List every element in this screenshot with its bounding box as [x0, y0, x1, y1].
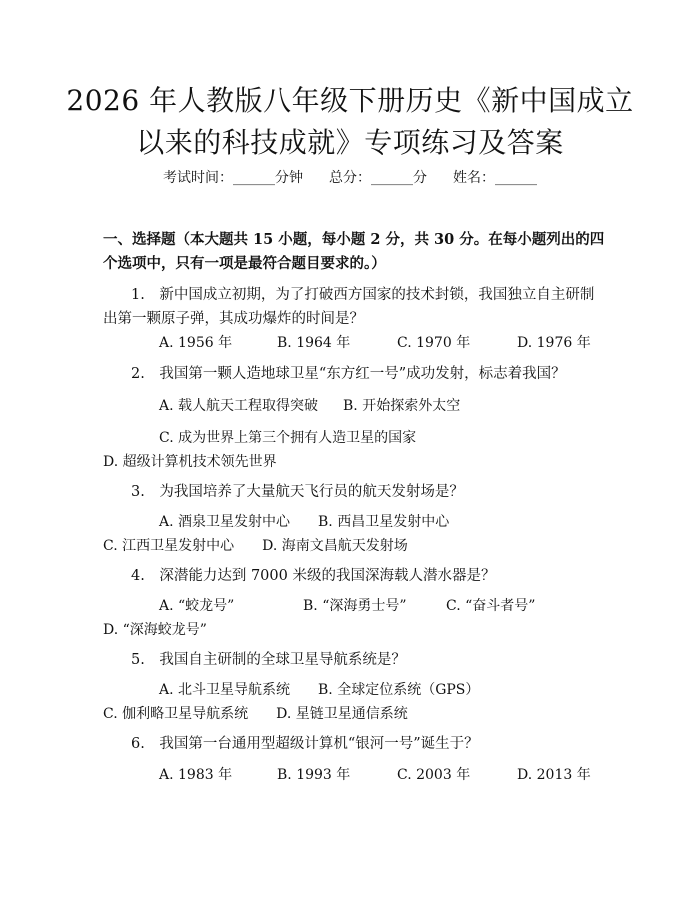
question-2-options-row-1	[103, 394, 608, 418]
page-title	[40, 80, 660, 164]
question-stem: 2. 我国第一颗人造地球卫星“东方红一号”成功发射，标志着我国？	[131, 366, 566, 382]
option-d: D. “深海蛟龙号”	[103, 622, 207, 638]
option-a: A. 1956 年	[159, 335, 233, 351]
question-1	[103, 283, 608, 331]
exam-meta	[0, 168, 700, 188]
total-score: 总分：______分	[329, 170, 427, 186]
option-c: C. 1970 年	[397, 335, 471, 351]
question-stem: 4. 深潜能力达到 7000 米级的我国深海载人潜水器是？	[131, 568, 496, 584]
option-d: D. 2013 年	[517, 767, 591, 783]
question-5-options	[103, 678, 608, 726]
option-b: B. “深海勇士号”	[303, 598, 407, 614]
question-stem: 6. 我国第一台通用型超级计算机“银河一号”诞生于？	[131, 736, 479, 752]
option-d: D. 海南文昌航天发射场	[262, 538, 408, 554]
question-1-options	[103, 331, 608, 355]
option-c: C. 伽利略卫星导航系统	[103, 706, 249, 722]
option-b: B. 西昌卫星发射中心	[318, 514, 450, 530]
title-line-1: 2026 年人教版八年级下册历史《新中国成立	[66, 84, 634, 117]
option-c: C. 2003 年	[397, 767, 471, 783]
question-6	[103, 732, 608, 756]
question-stem: 5. 我国自主研制的全球卫星导航系统是？	[131, 652, 406, 668]
option-b: B. 全球定位系统（GPS）	[318, 682, 473, 698]
option-a: A. 北斗卫星导航系统	[159, 682, 291, 698]
option-d: D. 星链卫星通信系统	[276, 706, 408, 722]
option-a: A. 酒泉卫星发射中心	[159, 514, 291, 530]
option-a: A. 载人航天工程取得突破	[159, 398, 319, 414]
title-line-2: 以来的科技成就》专项练习及答案	[136, 126, 564, 159]
question-2-options-row-2	[103, 426, 608, 474]
question-stem: 1. 新中国成立初期，为了打破西方国家的技术封锁，我国独立自主研制出第一颗原子弹，其成功爆炸的时间是？	[103, 287, 595, 327]
option-d: D. 超级计算机技术领先世界	[103, 454, 277, 470]
question-3	[103, 480, 608, 504]
student-name: 姓名：______	[453, 170, 537, 186]
exam-time: 考试时间：______分钟	[163, 170, 303, 186]
question-3-options	[103, 510, 608, 558]
option-b: B. 开始探索外太空	[343, 398, 461, 414]
option-c: C. 成为世界上第三个拥有人造卫星的国家	[159, 430, 417, 446]
option-c: C. “奋斗者号”	[446, 598, 536, 614]
question-4	[103, 564, 608, 588]
section-heading: 一、选择题（本大题共 15 小题，每小题 2 分，共 30 分。在每小题列出的四个选项中，只有一项是最符合题目要求的。）	[103, 231, 605, 272]
question-5	[103, 648, 608, 672]
option-b: B. 1993 年	[277, 767, 351, 783]
option-c: C. 江西卫星发射中心	[103, 538, 235, 554]
option-d: D. 1976 年	[517, 335, 591, 351]
option-b: B. 1964 年	[277, 335, 351, 351]
option-a: A. 1983 年	[159, 767, 233, 783]
question-2	[103, 362, 608, 386]
question-4-options	[103, 594, 608, 642]
question-6-options	[103, 763, 608, 787]
option-a: A. “蛟龙号”	[159, 598, 235, 614]
question-stem: 3. 为我国培养了大量航天飞行员的航天发射场是？	[131, 484, 464, 500]
